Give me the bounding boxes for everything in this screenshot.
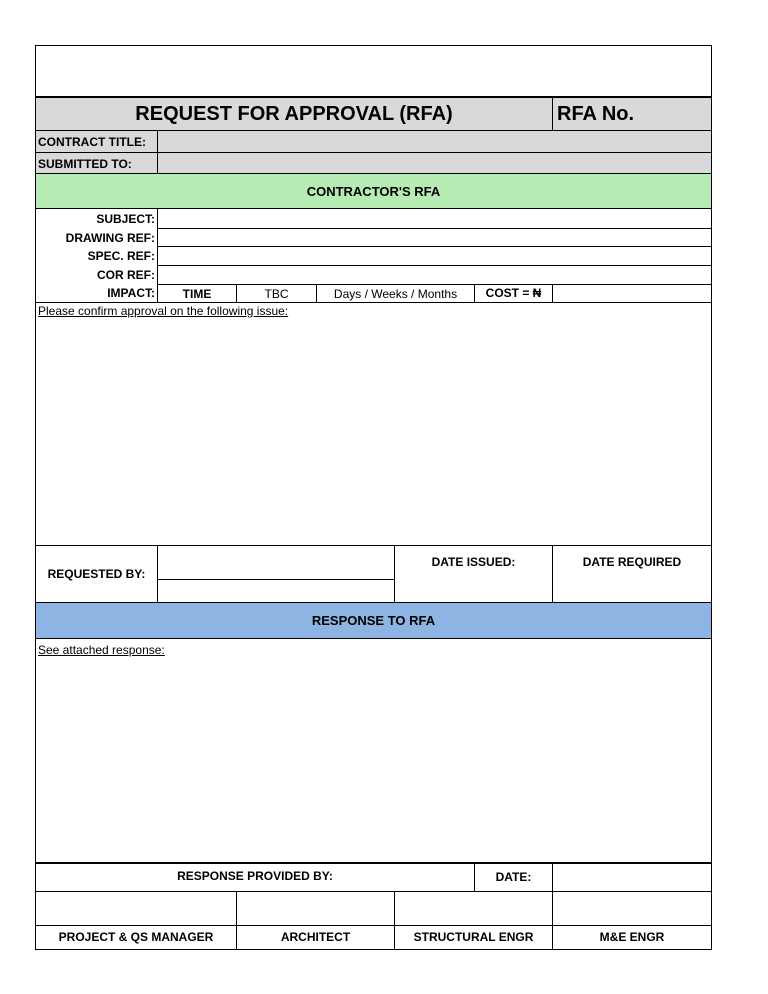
signature-box-me-engr[interactable] [553, 892, 711, 925]
spec-ref-label: SPEC. REF: [87, 249, 155, 263]
requested-by-label: REQUESTED BY: [47, 567, 146, 581]
issue-note: Please confirm approval on the following issue: [38, 304, 289, 318]
subject-label: SUBJECT: [96, 212, 155, 226]
contractor-rfa-title: CONTRACTOR'S RFA [306, 184, 441, 199]
cor-ref-label: COR REF: [97, 268, 155, 282]
logo-area [36, 46, 711, 96]
response-provided-by-label: RESPONSE PROVIDED BY: [177, 869, 333, 883]
impact-time-units: Days / Weeks / Months [333, 287, 458, 301]
signature-box-project-qs-manager[interactable] [36, 892, 236, 925]
signature-box-structural-engr[interactable] [395, 892, 552, 925]
submitted-to-label: SUBMITTED TO: [38, 157, 132, 171]
date-required-label: DATE REQUIRED [582, 555, 682, 569]
requested-by-signature-field[interactable] [158, 580, 394, 602]
cor-ref-field[interactable] [158, 266, 711, 284]
drawing-ref-field[interactable] [158, 229, 711, 246]
date-issued-label: DATE ISSUED: [431, 555, 516, 569]
impact-cost-label: COST = ₦ [485, 286, 542, 300]
drawing-ref-label: DRAWING REF: [65, 231, 155, 245]
impact-cost-field[interactable] [553, 285, 711, 302]
response-note: See attached response: [38, 643, 165, 657]
impact-time-label: TIME [182, 287, 212, 301]
signatory-structural-engr: STRUCTURAL ENGR [413, 930, 534, 944]
impact-time-value[interactable]: TBC [264, 287, 289, 301]
submitted-to-field[interactable] [158, 153, 711, 173]
signatory-project-qs-manager: PROJECT & QS MANAGER [58, 930, 214, 944]
signature-box-architect[interactable] [237, 892, 394, 925]
spec-ref-field[interactable] [158, 247, 711, 265]
subject-field[interactable] [158, 209, 711, 228]
response-rfa-title: RESPONSE TO RFA [311, 613, 436, 628]
requested-by-name-field[interactable] [158, 546, 394, 579]
contract-title-field[interactable] [158, 131, 711, 152]
page-title: REQUEST FOR APPROVAL (RFA) [135, 103, 453, 125]
signatory-me-engr: M&E ENGR [599, 930, 665, 944]
signatory-architect: ARCHITECT [280, 930, 351, 944]
rfa-no-label: RFA No. [557, 103, 635, 125]
contract-title-label: CONTRACT TITLE: [38, 135, 146, 149]
response-date-label: DATE: [495, 870, 532, 884]
issue-description-area[interactable] [36, 320, 711, 545]
response-date-field[interactable] [553, 864, 711, 891]
response-description-area[interactable] [36, 659, 711, 862]
impact-label: IMPACT: [107, 286, 155, 300]
